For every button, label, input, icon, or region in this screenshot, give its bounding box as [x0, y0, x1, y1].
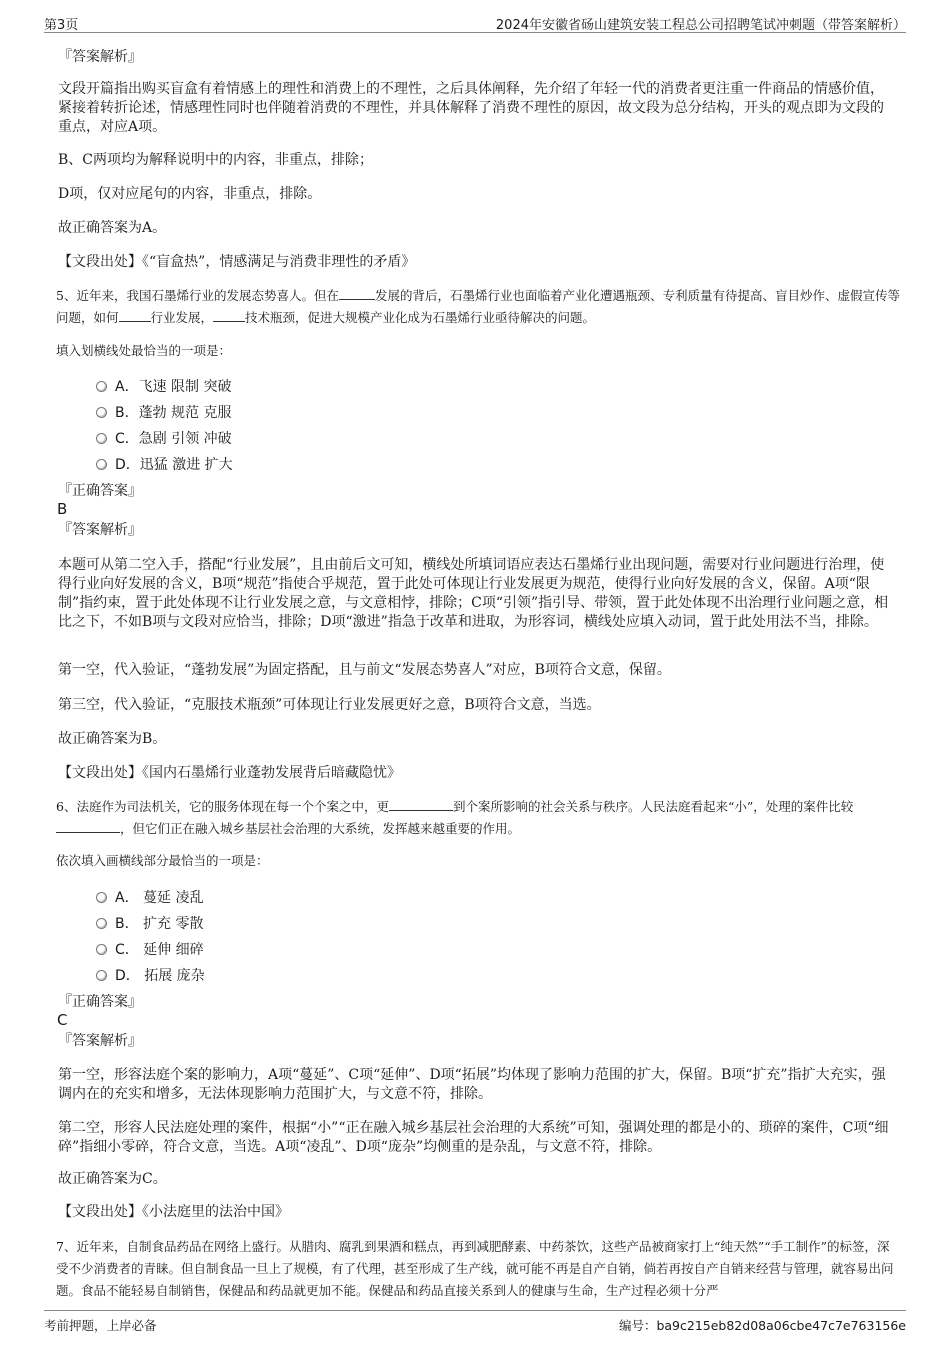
question-6-stem: 6、法庭作为司法机关，它的服务体现在每一个个案之中，更 到个案所影响的社会关系与秩序。人民法庭看起来“小”，处理的案件比较，但它们正在融入城乡基层社会治理的大系统，发挥越来越重要的作用。	[56, 799, 854, 836]
analysis-paragraph: D项，仅对应尾句的内容，非重点，排除。	[58, 186, 322, 202]
question-7-stem: 7、近年来，自制食品药品在网络上盛行。从腊肉、腐乳到果酒和糕点，再到减肥酵素、中药茶饮，这些产品被商家打上“纯天然”“手工制作”的标签，深受不少消费者的青睐。但自制食品一旦上了规模，有了代理，甚至形成了生产线，就可能不再是自产自销，倘若再按自产自销来经营与管理，就容易出问题。食品不能轻易自制销售，保健品和药品就更加不能。保健品和药品直接关系到人的健康与生命，生产过程必须十分严	[56, 1239, 894, 1298]
analysis-paragraph: 第一空，代入验证，“蓬勃发展”为固定搭配，且与前文“发展态势喜人”对应，B项符合文意，保留。	[58, 662, 671, 678]
question-6-prompt: 依次填入画横线部分最恰当的一项是：	[56, 853, 269, 868]
analysis-label: 『答案解析』	[58, 1033, 142, 1049]
analysis-paragraph: B、C两项均为解释说明中的内容，非重点，排除；	[58, 152, 373, 168]
page-header	[44, 10, 906, 33]
analysis-label: 『答案解析』	[58, 49, 142, 65]
source-title: 《小法庭里的法治中国》	[142, 1204, 289, 1220]
option-b[interactable]: B． 扩充 零散	[96, 913, 204, 933]
analysis-paragraph: 文段开篇指出购买盲盒有着情感上的理性和消费上的不理性，之后具体阐释，先介绍了年轻一代的消费者更注重一件商品的情感价值，紧接着转折论述，情感理性同时也伴随着消费的不理性，并具体解释了消费不理性的原因，故文段为总分结构，开头的观点即为文段的重点，对应A项。	[58, 81, 884, 135]
option-d[interactable]: D．迅猛 激进 扩大	[96, 454, 233, 474]
analysis-paragraph: 本题可从第二空入手，搭配“行业发展”，且由前后文可知，横线处所填词语应表达石墨烯行业出现问题，需要对行业问题进行治理，使得行业向好发展的含义，B项“规范”指使合乎规范，置于此处可体现让行业发展更为规范，使得行业向好发展的含义，保留。A项“限制”指约束，置于此处体现不让行业发展之意，与文意相悖，排除；C项“引领”指引导、带领，置于此处体现不出治理行业问题之意，相比之下，不如B项与文段对应恰当，排除；D项“激进”指急于改革和进取，为形容词，横线处应填入动词，置于此处用法不当，排除。	[58, 557, 889, 630]
correct-answer: C	[57, 1011, 68, 1029]
radio-icon[interactable]	[96, 892, 107, 903]
option-a[interactable]: A．飞速 限制 突破	[96, 376, 231, 396]
option-b[interactable]: B．蓬勃 规范 克服	[96, 402, 232, 422]
analysis-paragraph: 故正确答案为B。	[58, 731, 167, 747]
analysis-paragraph: 第一空，形容法庭个案的影响力，A项“蔓延”、C项“延伸”、D项“拓展”均体现了影响力范围的扩大，保留。B项“扩充”指扩大充实，强调内在的充实和增多，无法体现影响力范围扩大，与文意不符，排除。	[58, 1067, 886, 1102]
page-footer	[44, 1310, 906, 1333]
correct-answer-label: 『正确答案』	[58, 994, 142, 1010]
question-5-stem: 5、近年来，我国石墨烯行业的发展态势喜人。但在 发展的背后，石墨烯行业也面临着产业化遭遇瓶颈、专利质量有待提高、盲目炒作、虚假宣传等问题，如何 行业发展， 技术瓶颈，促进大规模产业化成为石墨烯行业亟待解决的问题。	[56, 288, 900, 325]
source-label: 【文段出处】	[58, 765, 142, 781]
source-title: 《国内石墨烯行业蓬勃发展背后暗藏隐忧》	[142, 765, 401, 781]
document-title: 2024年安徽省砀山建筑安装工程总公司招聘笔试冲刺题（带答案解析）	[495, 18, 906, 33]
source-line	[58, 253, 890, 272]
radio-icon[interactable]	[96, 433, 107, 444]
radio-icon[interactable]	[96, 459, 107, 470]
analysis-paragraph: 第三空，代入验证，“克服技术瓶颈”可体现让行业发展更好之意，B项符合文意，当选。	[58, 697, 601, 713]
page-number: 第3页	[44, 18, 79, 33]
analysis-paragraph: 故正确答案为A。	[58, 220, 167, 236]
option-a[interactable]: A． 蔓延 凌乱	[96, 887, 203, 907]
radio-icon[interactable]	[96, 407, 107, 418]
analysis-paragraph: 故正确答案为C。	[58, 1171, 167, 1187]
analysis-paragraph: 第二空，形容人民法庭处理的案件，根据“小”“正在融入城乡基层社会治理的大系统”可知，强调处理的都是小的、琐碎的案件，C项“细碎”指细小零碎，符合文意，当选。A项“凌乱”、D项“庞杂”均侧重的是杂乱，与文意不符，排除。	[58, 1120, 889, 1155]
source-label: 【文段出处】	[58, 254, 142, 270]
radio-icon[interactable]	[96, 944, 107, 955]
footer-slogan: 考前押题，上岸必备	[44, 1318, 157, 1333]
option-c[interactable]: C．急剧 引领 冲破	[96, 428, 232, 448]
document-id: 编号：ba9c215eb82d08a06cbe47c7e763156e	[618, 1318, 906, 1333]
radio-icon[interactable]	[96, 970, 107, 981]
radio-icon[interactable]	[96, 918, 107, 929]
source-line	[58, 1203, 890, 1222]
option-d[interactable]: D． 拓展 庞杂	[96, 965, 205, 985]
radio-icon[interactable]	[96, 381, 107, 392]
source-label: 【文段出处】	[58, 1204, 142, 1220]
question-5-prompt: 填入划横线处最恰当的一项是：	[56, 343, 232, 358]
correct-answer: B	[57, 500, 68, 518]
source-line	[58, 764, 890, 783]
option-c[interactable]: C． 延伸 细碎	[96, 939, 204, 959]
source-title: 《“盲盒热”，情感满足与消费非理性的矛盾》	[142, 254, 416, 270]
correct-answer-label: 『正确答案』	[58, 483, 142, 499]
analysis-label: 『答案解析』	[58, 522, 142, 538]
